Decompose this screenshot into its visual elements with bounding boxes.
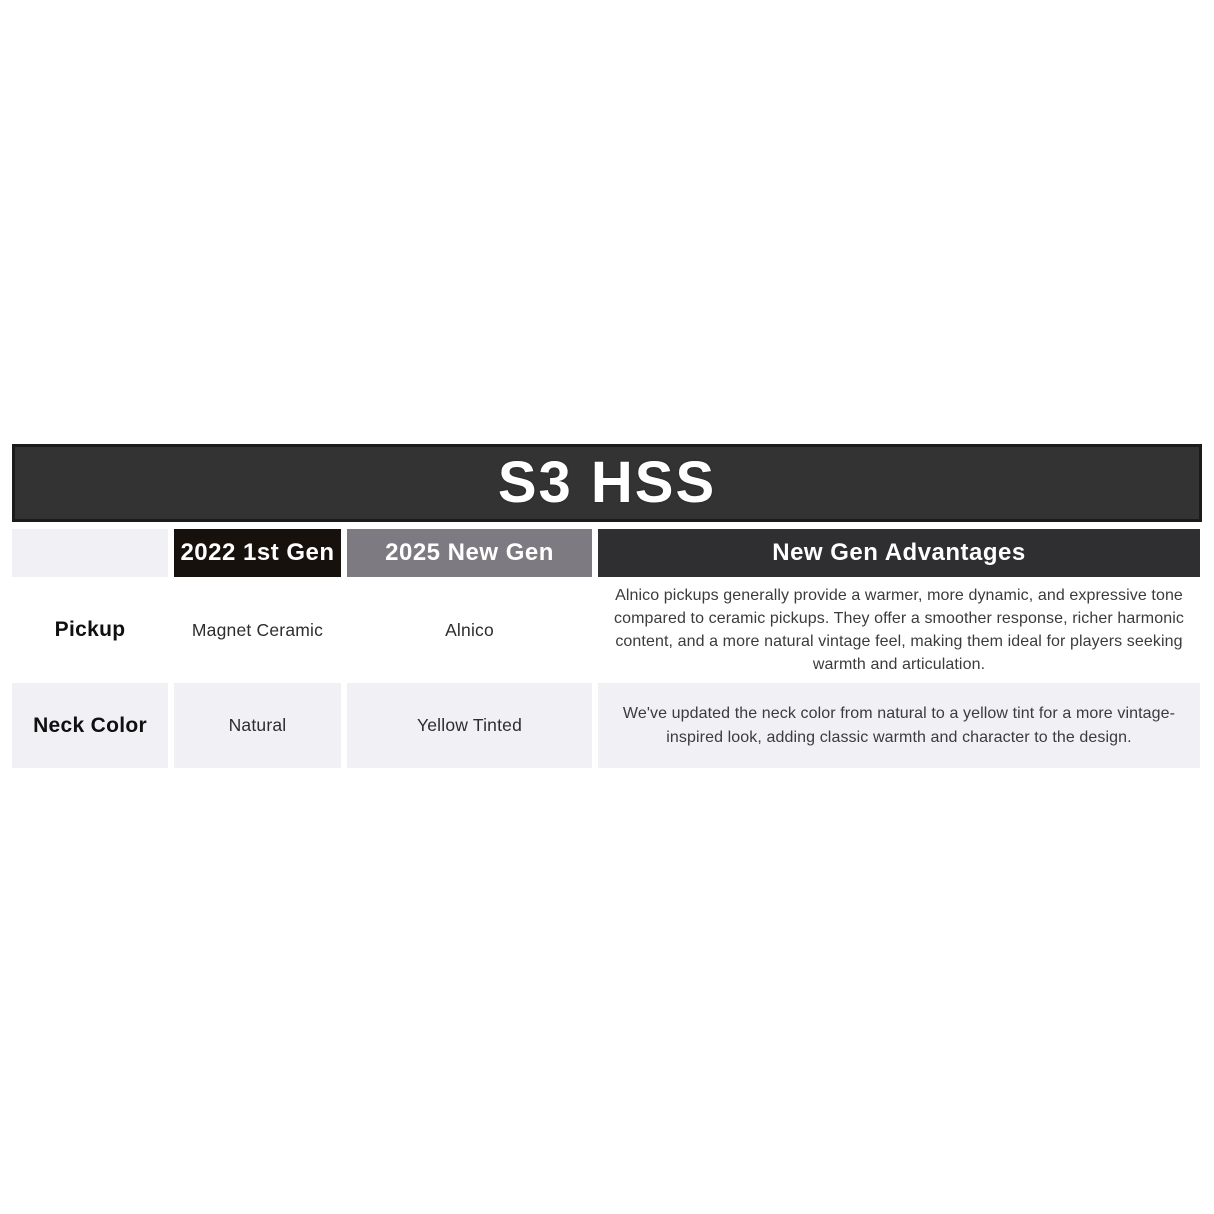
table-header-blank — [12, 529, 168, 577]
table-header-2022-1st-gen: 2022 1st Gen — [174, 529, 341, 577]
row-pickup-2022-value: Magnet Ceramic — [174, 582, 341, 678]
row-pickup-advantages-text: Alnico pickups generally provide a warmer, more dynamic, and expressive tone compared to ceramic pickups. They offer a smoother response, richer harmonic content, and a more natural vintage feel, making them ideal for players seeking warmth and articulation. — [598, 582, 1200, 678]
table-header-new-gen-advantages: New Gen Advantages — [598, 529, 1200, 577]
row-pickup-2025-value: Alnico — [347, 582, 592, 678]
row-neck-color-2022-value: Natural — [174, 683, 341, 768]
row-pickup-feature-label: Pickup — [12, 582, 168, 678]
table-header-2025-new-gen: 2025 New Gen — [347, 529, 592, 577]
comparison-table — [12, 529, 1202, 768]
row-neck-color-2025-value: Yellow Tinted — [347, 683, 592, 768]
page-title: S3 HSS — [497, 450, 717, 515]
row-neck-color-advantages-text: We've updated the neck color from natural to a yellow tint for a more vintage-inspired look, adding classic warmth and character to the design. — [598, 683, 1200, 768]
title-bar — [12, 444, 1202, 522]
row-neck-color-feature-label: Neck Color — [12, 683, 168, 768]
